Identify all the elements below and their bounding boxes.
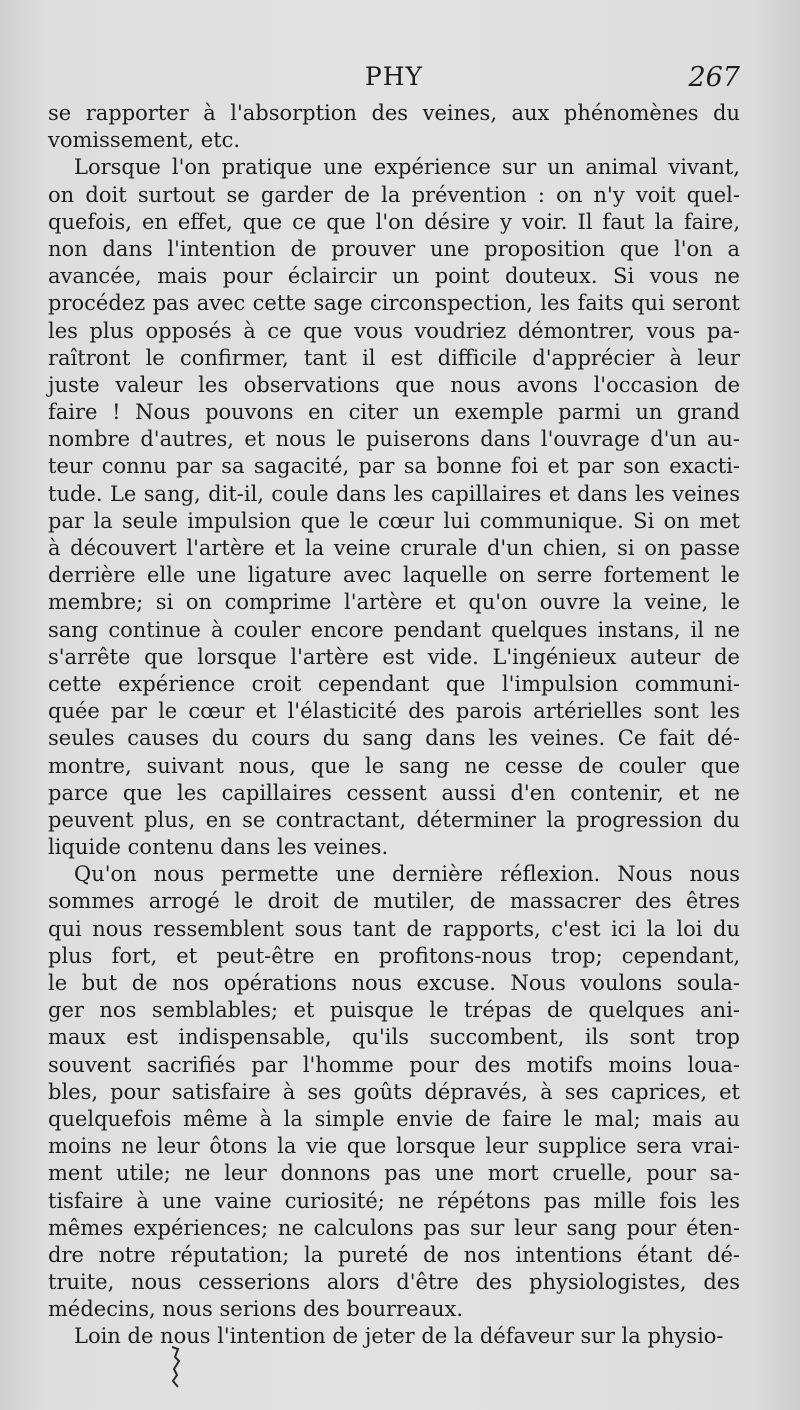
body-text	[48, 100, 740, 1351]
text-line: derrière elle une ligature avec laquelle on serre fortement le	[48, 563, 740, 588]
text-line: membre; si on comprime l'artère et qu'on ouvre la veine, le	[48, 590, 740, 615]
text-line: sang continue à couler encore pendant quelques instans, il ne	[48, 617, 740, 642]
text-line: on doit surtout se garder de la prévention : on n'y voit quel-	[48, 182, 740, 207]
text-line: sommes arrogé le droit de mutiler, de massacrer des êtres	[48, 889, 740, 914]
text-line: maux est indispensable, qu'ils succombent, ils sont trop	[48, 1025, 740, 1050]
text-line: seules causes du cours du sang dans les veines. Ce fait dé-	[48, 726, 740, 751]
text-line: truite, nous cesserions alors d'être des physiologistes, des	[48, 1270, 740, 1295]
text-line: plus fort, et peut-être en profitons-nous trop; cependant,	[48, 943, 740, 968]
text-line: médecins, nous serions des bourreaux.	[48, 1297, 464, 1322]
text-line: montre, suivant nous, que le sang ne cesse de couler que	[48, 753, 740, 778]
text-line: Qu'on nous permette une dernière réflexion. Nous nous	[74, 862, 740, 887]
text-line: à découvert l'artère et la veine crurale d'un chien, si on passe	[48, 536, 740, 560]
text-line: peuvent plus, en se contractant, déterminer la progression du	[48, 807, 740, 832]
text-line: par la seule impulsion que le cœur lui communique. Si on met	[48, 508, 740, 533]
text-line: raîtront le confirmer, tant il est difficile d'apprécier à leur	[48, 345, 740, 370]
text-line: bles, pour satisfaire à ses goûts dépravés, à ses caprices, et	[48, 1079, 740, 1104]
text-line: teur connu par sa sagacité, par sa bonne foi et par son exacti-	[48, 454, 740, 479]
text-line: quée par le cœur et l'élasticité des parois artérielles sont les	[48, 699, 740, 724]
text-line: quefois, en effet, que ce que l'on désire y voir. Il faut la faire,	[48, 209, 740, 234]
text-line: mêmes expériences; ne calculons pas sur leur sang pour éten-	[48, 1215, 740, 1240]
text-line: le but de nos opérations nous excuse. Nous voulons soula-	[48, 971, 740, 995]
text-line: Lorsque l'on pratique une expérience sur un animal vivant,	[74, 155, 740, 180]
text-line: faire ! Nous pouvons en citer un exemple parmi un grand	[48, 400, 740, 425]
text-line: ment utile; ne leur donnons pas une mort cruelle, pour sa-	[48, 1161, 740, 1186]
text-line: parce que les capillaires cessent aussi d'en contenir, et ne	[48, 780, 740, 805]
text-line: qui nous ressemblent sous tant de rapports, c'est ici la loi du	[48, 916, 740, 941]
text-line: s'arrête que lorsque l'artère est vide. L'ingénieux auteur de	[48, 644, 740, 669]
text-line: procédez pas avec cette sage circonspection, les faits qui seront	[48, 291, 740, 316]
text-line: ger nos semblables; et puisque le trépas de quelques ani-	[48, 998, 740, 1023]
text-line: non dans l'intention de prouver une proposition que l'on a	[48, 236, 740, 261]
page-header	[48, 62, 740, 98]
text-line: quelquefois même à la simple envie de faire le mal; mais au	[48, 1106, 740, 1131]
text-line: cette expérience croit cependant que l'impulsion communi-	[48, 671, 740, 696]
ink-mark-icon	[168, 1345, 182, 1389]
text-line: tude. Le sang, dit-il, coule dans les capillaires et dans les veines	[48, 481, 740, 506]
running-head: PHY	[364, 62, 424, 91]
text-line: se rapporter à l'absorption des veines, aux phénomènes du	[48, 101, 740, 125]
text-line: Loin de nous l'intention de jeter de la défaveur sur la physio-	[74, 1324, 724, 1349]
text-line: moins ne leur ôtons la vie que lorsque leur supplice sera vrai-	[48, 1134, 740, 1159]
text-line: avancée, mais pour éclaircir un point douteux. Si vous ne	[48, 264, 740, 289]
text-line: vomissement, etc.	[48, 128, 241, 153]
text-line: les plus opposés à ce que vous voudriez démontrer, vous pa-	[48, 318, 740, 343]
text-line: nombre d'autres, et nous le puiserons dans l'ouvrage d'un au-	[48, 427, 740, 452]
text-line: liquide contenu dans les veines.	[48, 835, 389, 860]
page-number: 267	[688, 62, 740, 93]
text-line: tisfaire à une vaine curiosité; ne répétons pas mille fois les	[48, 1188, 740, 1213]
text-line: dre notre réputation; la pureté de nos intentions étant dé-	[48, 1242, 740, 1267]
text-line: souvent sacrifiés par l'homme pour des motifs moins loua-	[48, 1052, 740, 1077]
text-line: juste valeur les observations que nous avons l'occasion de	[48, 372, 740, 397]
